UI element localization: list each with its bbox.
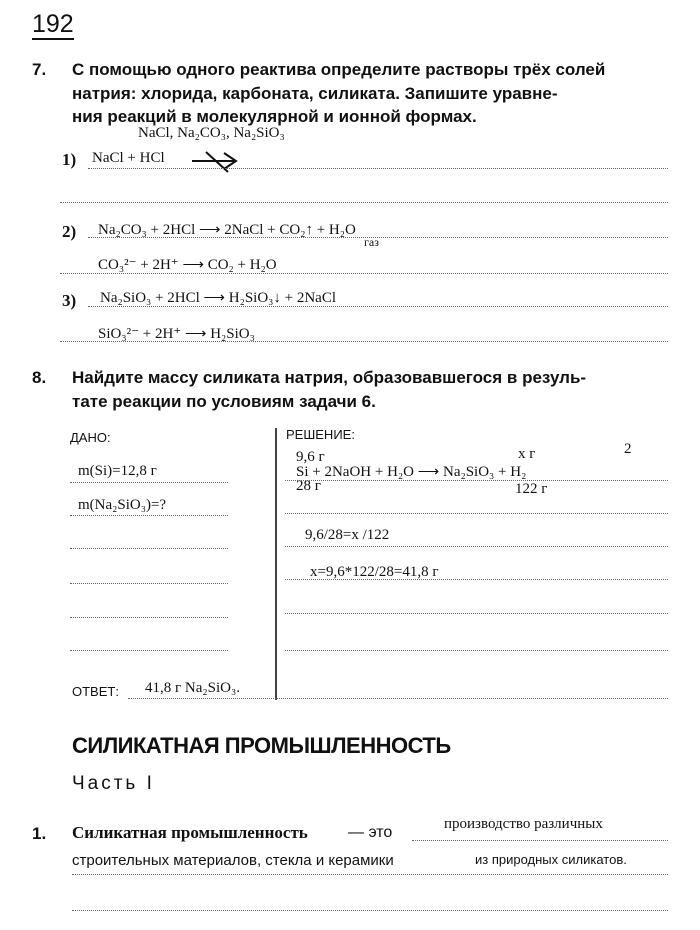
given-label: ДАНО: — [70, 430, 111, 445]
answer-line — [72, 910, 668, 911]
section-part: Часть I — [72, 773, 155, 794]
divider — [275, 428, 277, 700]
task-7-line: натрия: хлорида, карбоната, силиката. Запишите уравне- — [72, 84, 558, 103]
answer-value: 41,8 г Na₂SiO₃. — [145, 680, 240, 696]
solution-step: x=9,6*122/28=41,8 г — [310, 564, 439, 580]
answer-line — [70, 583, 228, 584]
answer-line — [285, 579, 668, 580]
question-1-number: 1. — [32, 824, 47, 843]
answer-line — [70, 617, 228, 618]
reaction-2: Na₂CO₃ + 2HCl ⟶ 2NaCl + CO₂↑ + H₂O — [98, 222, 356, 238]
answer-line — [70, 482, 228, 483]
answer-line — [60, 341, 668, 342]
answer-line — [60, 273, 668, 274]
eq-x: x г — [518, 446, 536, 462]
eq-molar-si: 28 г — [296, 478, 321, 494]
task-8-line: Найдите массу силиката натрия, образовавшегося в резуль- — [72, 368, 587, 387]
section-title: СИЛИКАТНАЯ ПРОМЫШЛЕННОСТЬ — [72, 733, 451, 758]
task-7-line: ния реакций в молекулярной и ионной формах. — [72, 107, 477, 126]
question-1-answer: производство различных — [444, 816, 603, 832]
reaction-3-ionic: SiO₃²⁻ + 2H⁺ ⟶ H₂SiO₃ — [98, 326, 255, 342]
eq-coefficient: 2 — [624, 441, 632, 457]
given-item: m(Si)=12,8 г — [78, 463, 157, 479]
reaction-2-label: 2) — [62, 222, 77, 241]
task-7-line: С помощью одного реактива определите растворы трёх солей — [72, 60, 606, 79]
answer-line — [285, 546, 668, 547]
gas-note: газ — [364, 235, 379, 249]
answer-line — [70, 650, 228, 651]
answer-label: ОТВЕТ: — [72, 684, 119, 699]
salts-list: NaCl, Na₂CO₃, Na₂SiO₃ — [138, 125, 285, 141]
answer-line — [285, 650, 668, 651]
reaction-1: NaCl + HCl — [92, 150, 165, 166]
task-7-number: 7. — [32, 60, 47, 79]
answer-line — [70, 548, 228, 549]
answer-line — [88, 168, 668, 169]
solution-label: РЕШЕНИЕ: — [286, 427, 355, 442]
reaction-2-ionic: CO₃²⁻ + 2H⁺ ⟶ CO₂ + H₂O — [98, 257, 277, 273]
answer-line — [285, 480, 668, 481]
question-1-dash: — это — [348, 824, 393, 841]
answer-line — [412, 840, 668, 841]
question-1-answer: из природных силикатов. — [475, 852, 627, 867]
no-reaction-arrow-icon — [190, 148, 240, 174]
reaction-1-label: 1) — [62, 150, 77, 169]
reaction-3: Na₂SiO₃ + 2HCl ⟶ H₂SiO₃↓ + 2NaCl — [100, 290, 337, 306]
question-1-term: Силикатная промышленность — [72, 823, 308, 842]
eq-molar-silicate: 122 г — [515, 481, 548, 497]
task-8-number: 8. — [32, 368, 47, 387]
answer-line — [60, 202, 668, 203]
question-1-text: строительных материалов, стекла и керамики — [72, 852, 394, 869]
answer-line — [88, 237, 668, 238]
answer-line — [72, 874, 668, 875]
equation: Si + 2NaOH + H₂O ⟶ Na₂SiO₃ + H₂ — [296, 464, 527, 480]
answer-line — [70, 515, 228, 516]
given-item: m(Na₂SiO₃)=? — [78, 497, 167, 513]
answer-line — [285, 613, 668, 614]
answer-line — [285, 513, 668, 514]
task-8-line: тате реакции по условиям задачи 6. — [72, 392, 376, 411]
solution-step: 9,6/28=x /122 — [305, 527, 390, 543]
answer-line — [88, 306, 668, 307]
answer-line — [128, 698, 668, 699]
reaction-3-label: 3) — [62, 291, 77, 310]
eq-mass-si: 9,6 г — [296, 449, 325, 465]
page-number: 192 — [32, 10, 74, 38]
